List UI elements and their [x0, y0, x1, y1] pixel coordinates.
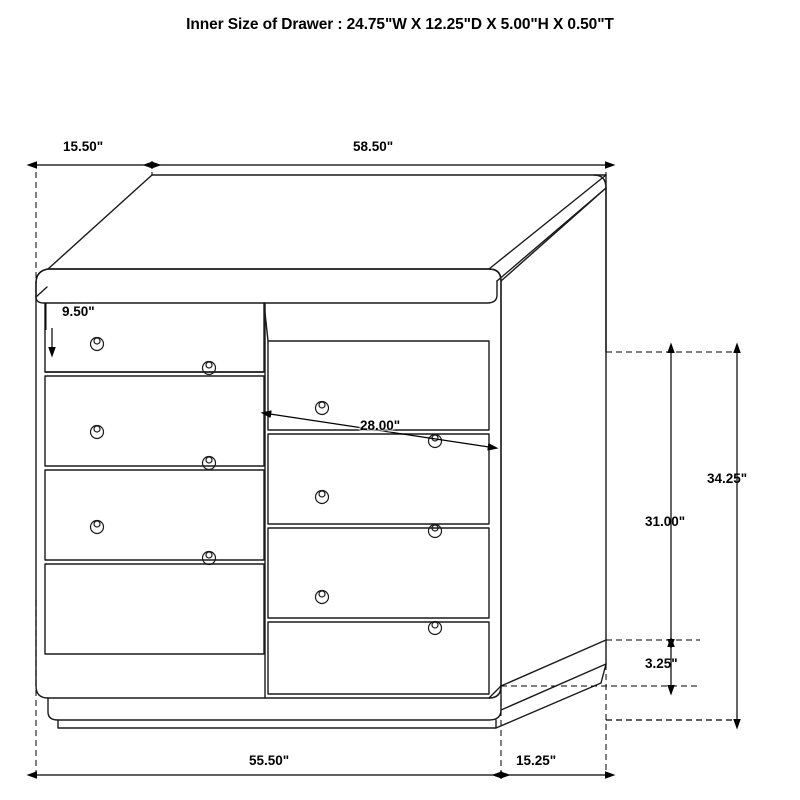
dimension-label-drawer-width: 28.00" [360, 418, 401, 433]
dimension-label-side-depth-bottom: 15.25" [516, 753, 557, 768]
page-title: Inner Size of Drawer : 24.75"W X 12.25"D X 5.00"H X 0.50"T [186, 16, 614, 33]
dimension-label-overall-width-top: 58.50" [353, 139, 394, 154]
dimension-label-overall-height: 34.25" [707, 471, 748, 486]
dimension-label-side-depth-top: 15.50" [63, 139, 104, 154]
dimension-label-drawer-height: 9.50" [62, 304, 95, 319]
dimension-label-cabinet-height: 31.00" [645, 514, 686, 529]
dimension-label-base-height: 3.25" [645, 656, 678, 671]
dimension-label-front-width-bottom: 55.50" [249, 753, 290, 768]
